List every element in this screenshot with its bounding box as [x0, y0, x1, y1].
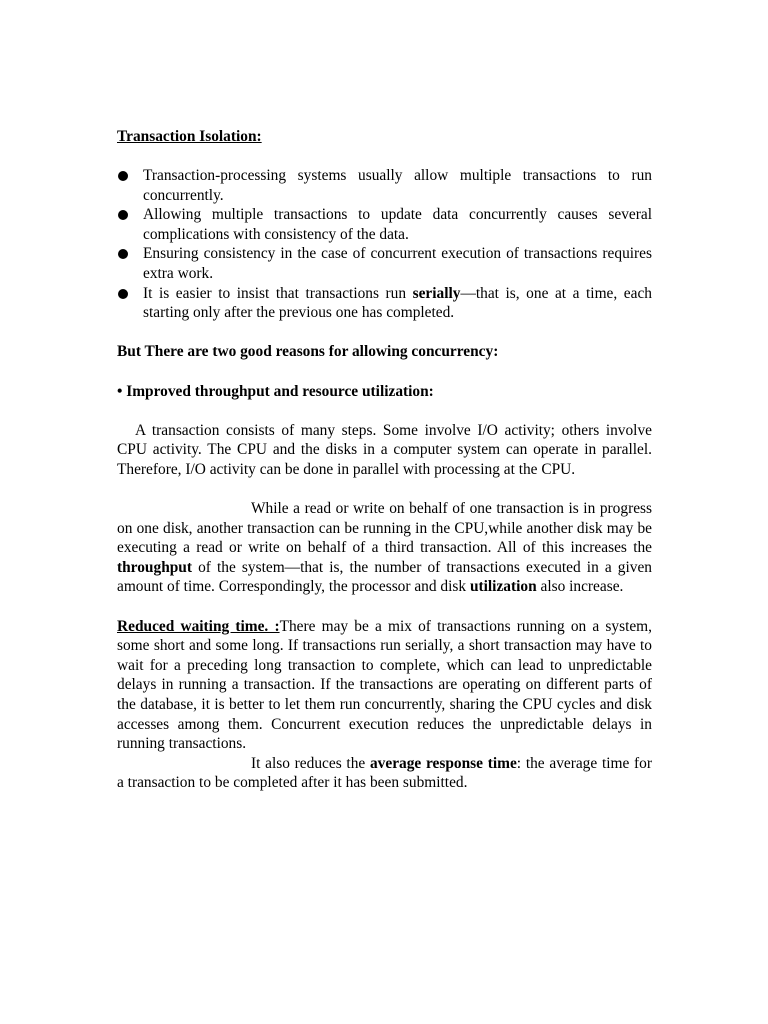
section-title: Transaction Isolation:	[117, 128, 262, 145]
bullet-text: It is easier to insist that transactions run serially—that is, one at a time, each starting only after the previous one has completed.	[143, 284, 652, 322]
reasons-heading: But There are two good reasons for allowing concurrency:	[117, 343, 499, 361]
paragraph-response-time: It also reduces the average response time: the average time for a transaction to be completed after it has been submitted.	[117, 754, 652, 792]
bold-term: average response time	[369, 754, 517, 772]
bullet-text: Ensuring consistency in the case of concurrent execution of transactions requires extra work.	[143, 245, 652, 282]
document-body	[117, 127, 652, 793]
bullet-item	[117, 284, 652, 323]
bold-term: serially	[412, 284, 461, 302]
bullet-dot-icon	[118, 249, 128, 259]
paragraph-throughput: While a read or write on behalf of one transaction is in progress on one disk, another transaction can be running in the CPU,while another disk may be executing a read or write on behalf of a third transaction. All of this increases the throughput of the system—that is, the number of transactions executed in a given amount of time. Correspondingly, the processor and disk utilization also increase.	[117, 500, 652, 596]
bullet-text: Allowing multiple transactions to update data concurrently causes several complications with consistency of the data.	[143, 206, 652, 243]
paragraph-steps: A transaction consists of many steps. Some involve I/O activity; others involve CPU activity. The CPU and the disks in a computer system can operate in parallel. Therefore, I/O activity can be done in parallel with processing at the CPU.	[117, 421, 652, 478]
reason2-heading: Reduced waiting time. :	[117, 617, 280, 635]
bullet-dot-icon	[118, 210, 128, 220]
paragraph-waiting-time: Reduced waiting time. :There may be a mix of transactions running on a system, some short and some long. If transactions run serially, a short transaction may have to wait for a preceding long transaction to complete, which can lead to unpredictable delays in running a transaction. If the transactions are operating on different parts of the database, it is better to let them run concurrently, sharing the CPU cycles and disk accesses among them. Concurrent execution reduces the unpredictable delays in running transactions.	[117, 617, 652, 753]
bullet-item	[117, 166, 652, 205]
bold-term: throughput	[117, 558, 192, 576]
bullet-dot-icon	[118, 171, 128, 181]
bullet-text: Transaction-processing systems usually allow multiple transactions to run concurrently.	[143, 167, 652, 204]
bullet-item	[117, 244, 652, 283]
bold-term: utilization	[469, 578, 537, 596]
reason1-heading: • Improved throughput and resource utilization:	[117, 382, 434, 400]
bullet-item	[117, 205, 652, 244]
bullet-dot-icon	[118, 289, 128, 299]
bullet-list	[117, 166, 652, 323]
